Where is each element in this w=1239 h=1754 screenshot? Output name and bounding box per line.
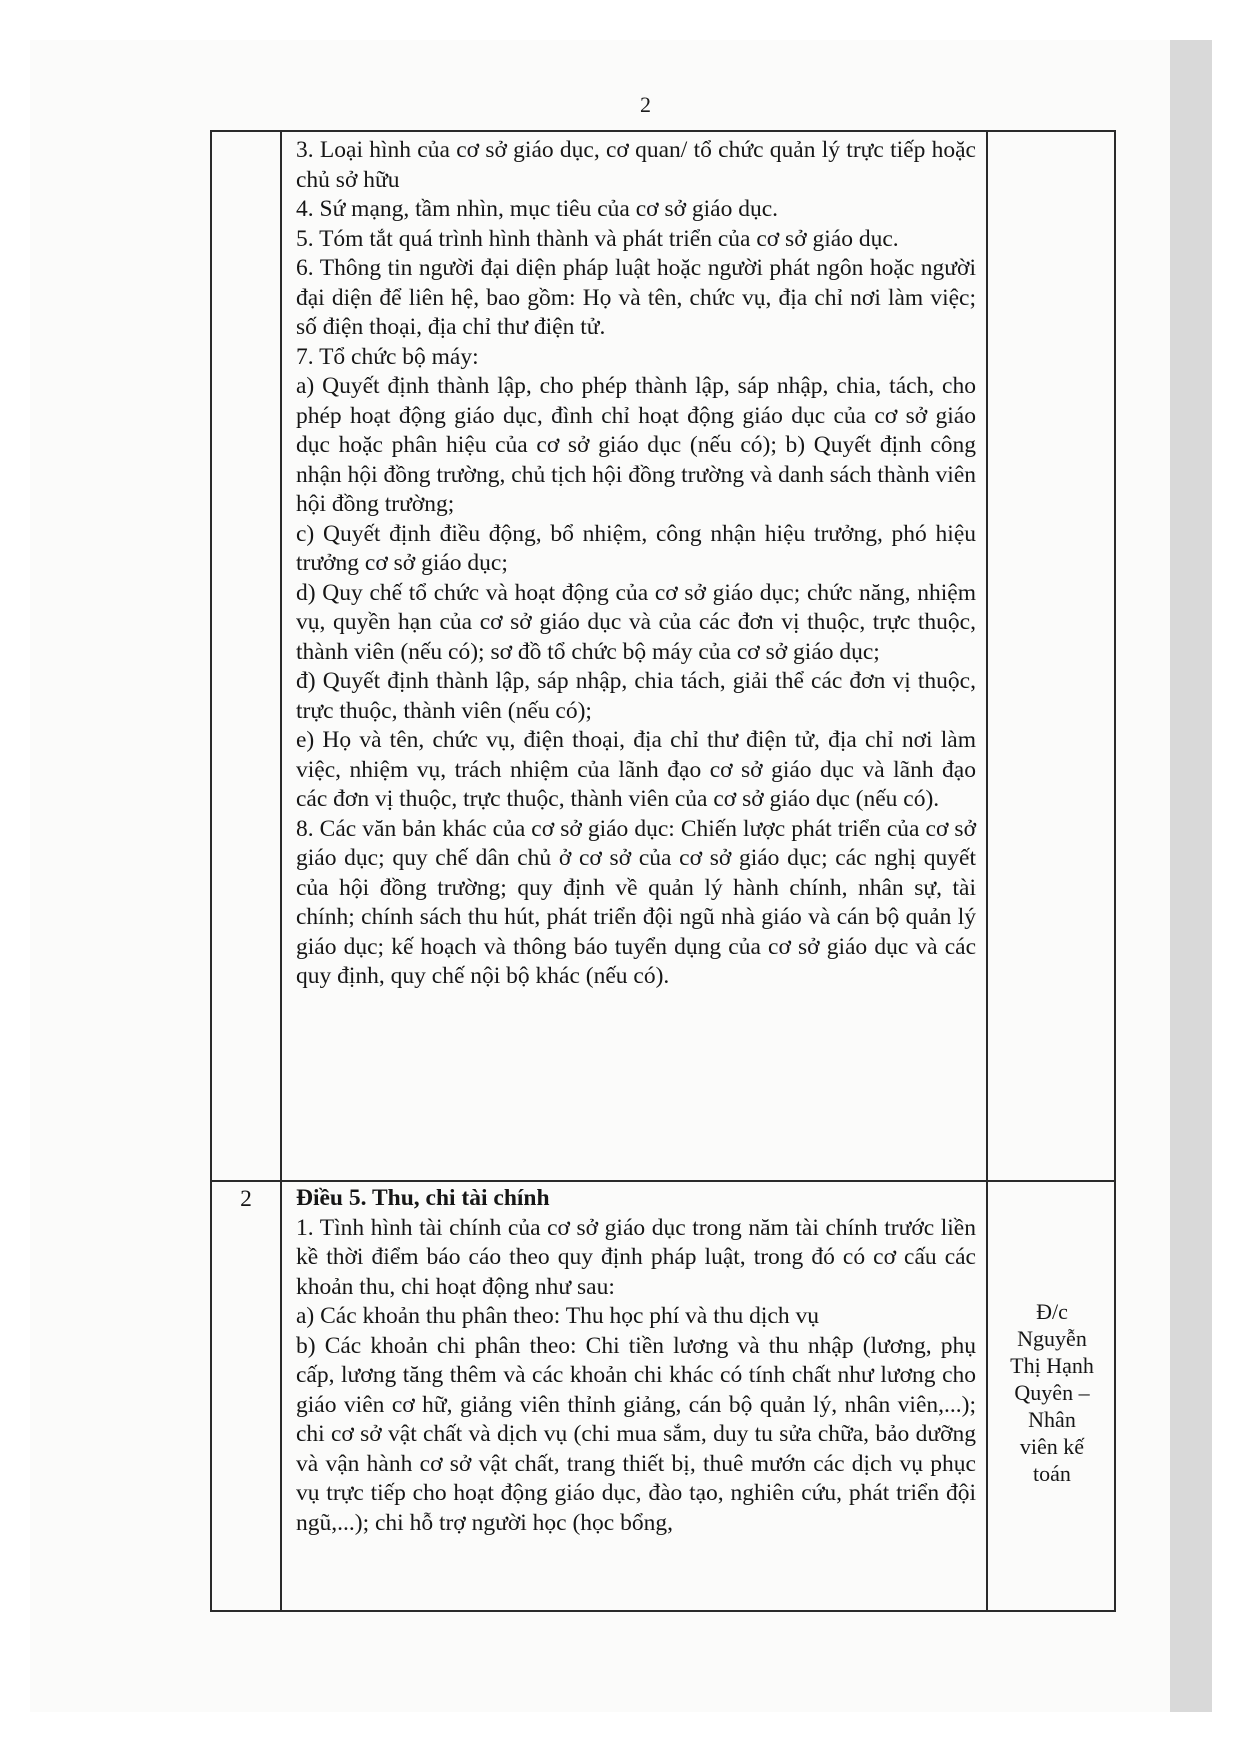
paragraph: 6. Thông tin người đại diện pháp luật hoặc người phát ngôn hoặc người đại diện để liên hệ, bao gồm: Họ và tên, chức vụ, địa chỉ nơi làm việc; số điện thoại, địa chỉ thư điện tử. xyxy=(296,255,976,340)
responsible-line: viên kế xyxy=(1019,1434,1085,1459)
paragraph: a) Quyết định thành lập, cho phép thành lập, sáp nhập, chia, tách, cho phép hoạt động giáo dục, đình chỉ hoạt động giáo dục của cơ sở giáo dục hoặc phân hiệu của cơ sở giáo dục (nếu có); b) Quyết định công nhận hội đồng trường, chủ tịch hội đồng trường và danh sách thành viên hội đồng trường; xyxy=(296,373,976,517)
column-divider-stt xyxy=(280,132,282,1610)
paragraph: 3. Loại hình của cơ sở giáo dục, cơ quan/ tổ chức quản lý trực tiếp hoặc chủ sở hữu xyxy=(296,137,976,193)
paragraph: c) Quyết định điều động, bổ nhiệm, công nhận hiệu trưởng, phó hiệu trưởng cơ sở giáo dục; xyxy=(296,520,976,576)
paragraph: 7. Tổ chức bộ máy: xyxy=(296,343,479,370)
content-table xyxy=(210,130,1116,1612)
responsible-line: Quyên – xyxy=(1014,1380,1090,1405)
row-divider xyxy=(212,1180,1114,1182)
responsible-line: Nguyễn xyxy=(1017,1326,1087,1351)
paragraph: d) Quy chế tổ chức và hoạt động của cơ sở giáo dục; chức năng, nhiệm vụ, quyền hạn của cơ sở giáo dục và của các đơn vị thuộc, trực thuộc, thành viên (nếu có); sơ đồ tổ chức bộ máy của cơ sở giáo dục; xyxy=(296,579,976,665)
row1-content-cell xyxy=(296,136,976,992)
paragraph: a) Các khoản thu phân theo: Thu học phí và thu dịch vụ xyxy=(296,1303,819,1329)
paragraph: 1. Tình hình tài chính của cơ sở giáo dục trong năm tài chính trước liền kề thời điểm báo cáo theo quy định pháp luật, trong đó có cơ cấu các khoản thu, chi hoạt động như sau: xyxy=(296,1214,976,1300)
paragraph: b) Các khoản chi phân theo: Chi tiền lương và thu nhập (lương, phụ cấp, lương tăng thêm và các khoản chi khác có tính chất như lương cho giáo viên cơ hữ, giảng viên thỉnh giảng, cán bộ quản lý, nhân viên,...); chi cơ sở vật chất và dịch vụ (chi mua sắm, duy tu sửa chữa, bảo dưỡng và vận hành cơ sở vật chất, trang thiết bị, thuê mướn các dịch vụ phục vụ trực tiếp cho hoạt động giáo dục, đào tạo, nghiên cứu, phát triển đội ngũ,...); chi hỗ trợ người học (học bổng, xyxy=(296,1332,976,1536)
row2-content-cell xyxy=(296,1184,976,1538)
paragraph: 5. Tóm tắt quá trình hình thành và phát triển của cơ sở giáo dục. xyxy=(296,225,899,252)
responsible-line: Nhân xyxy=(1028,1407,1076,1432)
paragraph: 4. Sứ mạng, tầm nhìn, mục tiêu của cơ sở giáo dục. xyxy=(296,196,779,222)
section-heading: Điều 5. Thu, chi tài chính xyxy=(296,1185,550,1211)
responsible-line: Thị Hạnh xyxy=(1010,1353,1094,1378)
paragraph: đ) Quyết định thành lập, sáp nhập, chia tách, giải thể các đơn vị thuộc, trực thuộc, thành viên (nếu có); xyxy=(296,668,976,724)
row2-responsible-cell xyxy=(988,1298,1116,1487)
page-number: 2 xyxy=(640,92,651,117)
paragraph: e) Họ và tên, chức vụ, điện thoại, địa chỉ thư điện tử, địa chỉ nơi làm việc, nhiệm vụ, trách nhiệm của lãnh đạo cơ sở giáo dục và lãnh đạo các đơn vị thuộc, trực thuộc, thành viên của cơ sở giáo dục (nếu có). xyxy=(296,727,976,812)
responsible-line: Đ/c xyxy=(1036,1299,1068,1324)
row2-stt-cell: 2 xyxy=(240,1186,252,1212)
responsible-line: toán xyxy=(1033,1461,1071,1486)
paragraph: 8. Các văn bản khác của cơ sở giáo dục: Chiến lược phát triển của cơ sở giáo dục; quy chế dân chủ ở cơ sở của cơ sở giáo dục; các nghị quyết của hội đồng trường; quy định về quản lý hành chính, nhân sự, tài chính; chính sách thu hút, phát triển đội ngũ nhà giáo và cán bộ quản lý giáo dục; kế hoạch và thông báo tuyển dụng của cơ sở giáo dục và các quy định, quy chế nội bộ khác (nếu có). xyxy=(296,815,976,989)
